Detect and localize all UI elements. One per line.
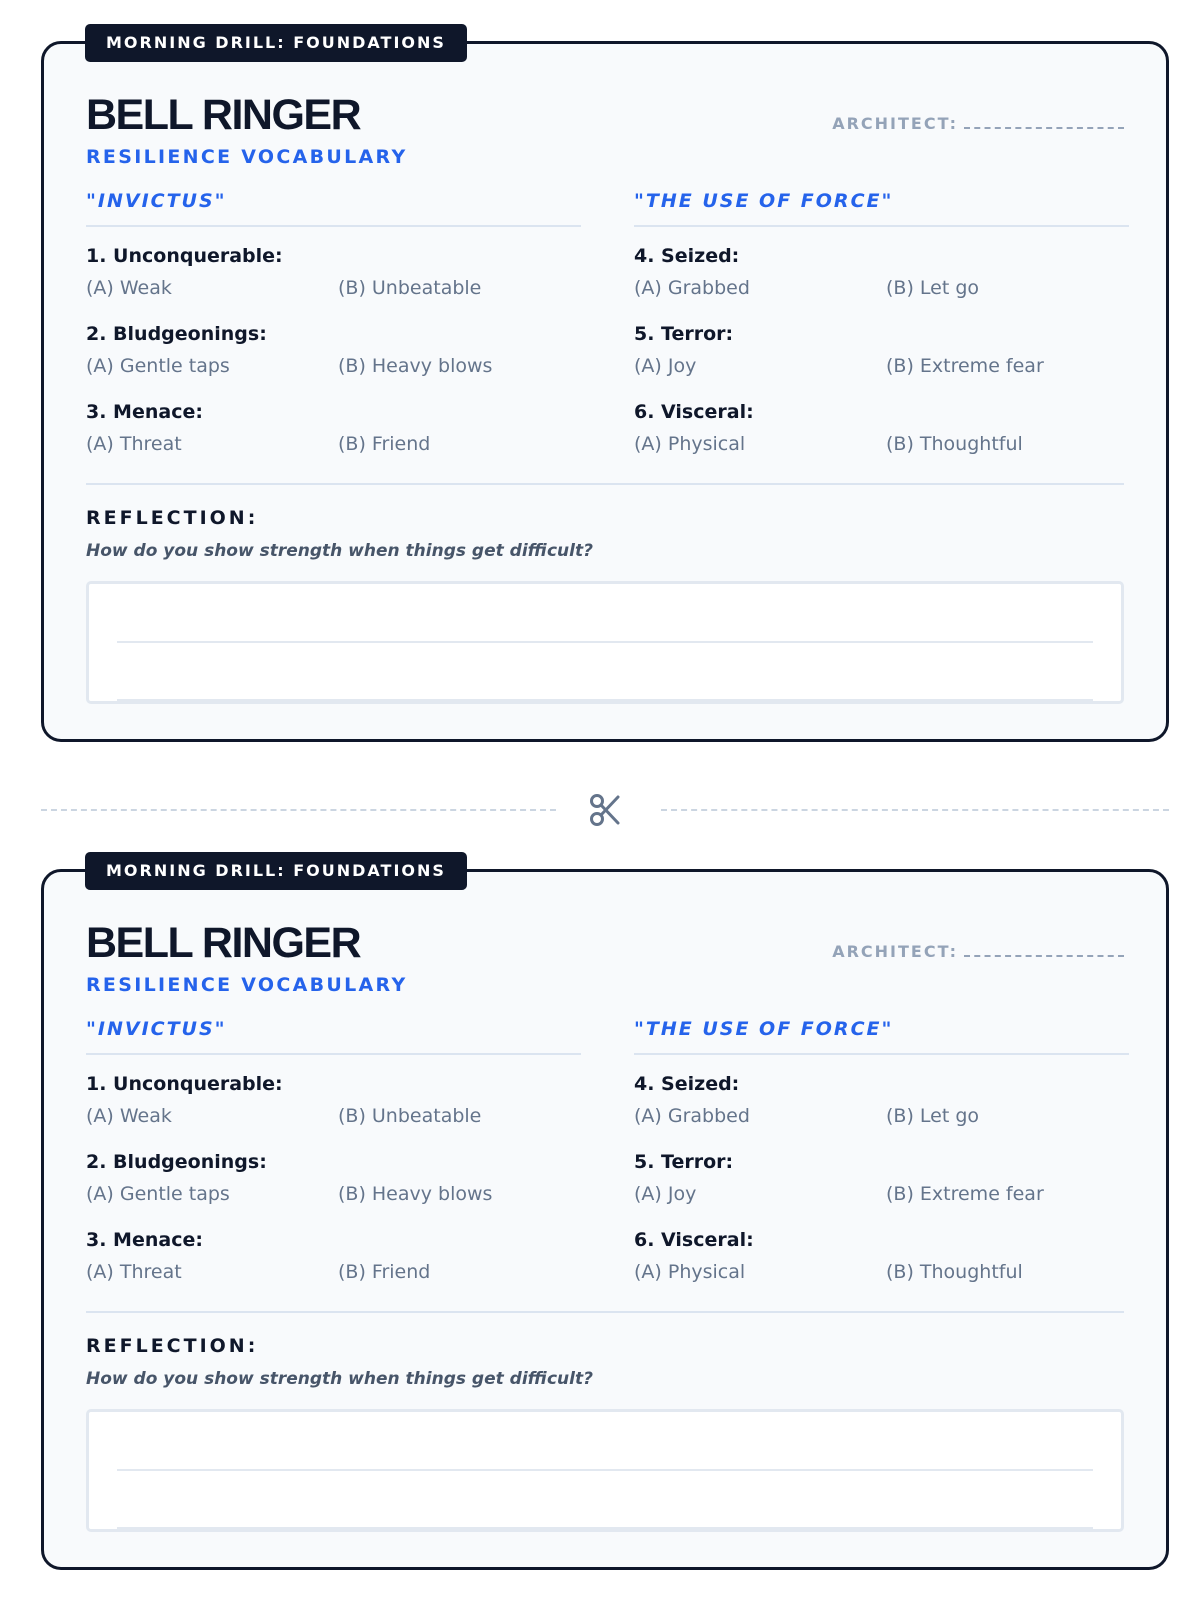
answer-options: [634, 428, 1129, 460]
writing-line: [117, 641, 1093, 643]
architect-field[interactable]: [832, 942, 1124, 961]
architect-label: ARCHITECT:: [832, 114, 958, 133]
worksheet-title: BELL RINGER: [86, 919, 361, 967]
worksheet-subtitle: RESILIENCE VOCABULARY: [86, 146, 408, 168]
option-b[interactable]: (B) Thoughtful: [886, 433, 1023, 455]
option-b[interactable]: (B) Friend: [338, 433, 431, 455]
vocab-term: 5. Terror:: [634, 1151, 734, 1173]
architect-blank-line[interactable]: [964, 114, 1124, 129]
architect-field[interactable]: [832, 114, 1124, 133]
option-a[interactable]: (A) Physical: [634, 433, 746, 455]
vocab-item: [86, 399, 581, 460]
vocab-item: [634, 321, 1129, 382]
poem-heading: "INVICTUS": [86, 1014, 581, 1055]
reflection-prompt: How do you show strength when things get difficult?: [86, 541, 593, 561]
option-b[interactable]: (B) Let go: [886, 1105, 980, 1127]
answer-options: [86, 1256, 581, 1288]
answer-options: [634, 350, 1129, 382]
vocab-term: 1. Unconquerable:: [86, 245, 283, 267]
option-a[interactable]: (A) Gentle taps: [86, 355, 230, 377]
vocab-term: 4. Seized:: [634, 1073, 740, 1095]
writing-line: [117, 699, 1093, 701]
drill-tab-label: MORNING DRILL: FOUNDATIONS: [85, 24, 467, 62]
vocab-item: [86, 1227, 581, 1288]
vocab-item: [86, 321, 581, 382]
vocab-item: [634, 243, 1129, 304]
architect-label: ARCHITECT:: [832, 942, 958, 961]
poem-heading: "INVICTUS": [86, 186, 581, 227]
option-a[interactable]: (A) Weak: [86, 277, 172, 299]
answer-options: [634, 1256, 1129, 1288]
vocab-term: 5. Terror:: [634, 323, 734, 345]
writing-line: [117, 1527, 1093, 1529]
vocab-term: 3. Menace:: [86, 401, 203, 423]
worksheet-title: BELL RINGER: [86, 91, 361, 139]
vocab-column-use-of-force: [634, 186, 1129, 460]
option-b[interactable]: (B) Let go: [886, 277, 980, 299]
option-b[interactable]: (B) Friend: [338, 1261, 431, 1283]
cut-line-dashes-right: [661, 809, 1169, 811]
vocab-item: [86, 1071, 581, 1132]
worksheet-subtitle: RESILIENCE VOCABULARY: [86, 974, 408, 996]
option-b[interactable]: (B) Thoughtful: [886, 1261, 1023, 1283]
poem-heading: "THE USE OF FORCE": [634, 186, 1129, 227]
vocab-item: [634, 1149, 1129, 1210]
reflection-answer-box[interactable]: [86, 581, 1124, 704]
option-a[interactable]: (A) Gentle taps: [86, 1183, 230, 1205]
drill-tab-label: MORNING DRILL: FOUNDATIONS: [85, 852, 467, 890]
poem-heading: "THE USE OF FORCE": [634, 1014, 1129, 1055]
vocab-column-invictus: [86, 1014, 581, 1288]
vocab-term: 2. Bludgeonings:: [86, 323, 267, 345]
section-divider: [86, 483, 1124, 485]
option-b[interactable]: (B) Extreme fear: [886, 355, 1044, 377]
option-a[interactable]: (A) Grabbed: [634, 1105, 750, 1127]
vocab-item: [86, 243, 581, 304]
cut-line: [41, 790, 1169, 830]
answer-options: [86, 350, 581, 382]
vocab-term: 4. Seized:: [634, 245, 740, 267]
answer-options: [86, 1178, 581, 1210]
vocab-item: [86, 1149, 581, 1210]
option-b[interactable]: (B) Extreme fear: [886, 1183, 1044, 1205]
reflection-label: REFLECTION:: [86, 1335, 259, 1357]
vocab-term: 1. Unconquerable:: [86, 1073, 283, 1095]
writing-line: [117, 1469, 1093, 1471]
vocab-term: 2. Bludgeonings:: [86, 1151, 267, 1173]
vocab-item: [634, 1071, 1129, 1132]
answer-options: [634, 272, 1129, 304]
answer-options: [86, 272, 581, 304]
architect-blank-line[interactable]: [964, 942, 1124, 957]
vocab-item: [634, 399, 1129, 460]
worksheet-card: [41, 33, 1169, 742]
option-a[interactable]: (A) Weak: [86, 1105, 172, 1127]
scissors-icon: [586, 790, 626, 830]
vocab-term: 6. Visceral:: [634, 401, 754, 423]
cut-line-dashes-left: [41, 809, 556, 811]
section-divider: [86, 1311, 1124, 1313]
option-a[interactable]: (A) Threat: [86, 1261, 182, 1283]
option-b[interactable]: (B) Unbeatable: [338, 1105, 482, 1127]
reflection-label: REFLECTION:: [86, 507, 259, 529]
option-b[interactable]: (B) Heavy blows: [338, 1183, 493, 1205]
option-a[interactable]: (A) Threat: [86, 433, 182, 455]
option-a[interactable]: (A) Grabbed: [634, 277, 750, 299]
vocab-term: 6. Visceral:: [634, 1229, 754, 1251]
vocab-column-invictus: [86, 186, 581, 460]
option-a[interactable]: (A) Joy: [634, 355, 697, 377]
option-b[interactable]: (B) Heavy blows: [338, 355, 493, 377]
answer-options: [634, 1100, 1129, 1132]
answer-options: [86, 428, 581, 460]
option-a[interactable]: (A) Joy: [634, 1183, 697, 1205]
worksheet-card: [41, 861, 1169, 1570]
option-b[interactable]: (B) Unbeatable: [338, 277, 482, 299]
vocab-term: 3. Menace:: [86, 1229, 203, 1251]
answer-options: [86, 1100, 581, 1132]
vocab-item: [634, 1227, 1129, 1288]
vocab-column-use-of-force: [634, 1014, 1129, 1288]
reflection-prompt: How do you show strength when things get difficult?: [86, 1369, 593, 1389]
reflection-answer-box[interactable]: [86, 1409, 1124, 1532]
option-a[interactable]: (A) Physical: [634, 1261, 746, 1283]
answer-options: [634, 1178, 1129, 1210]
